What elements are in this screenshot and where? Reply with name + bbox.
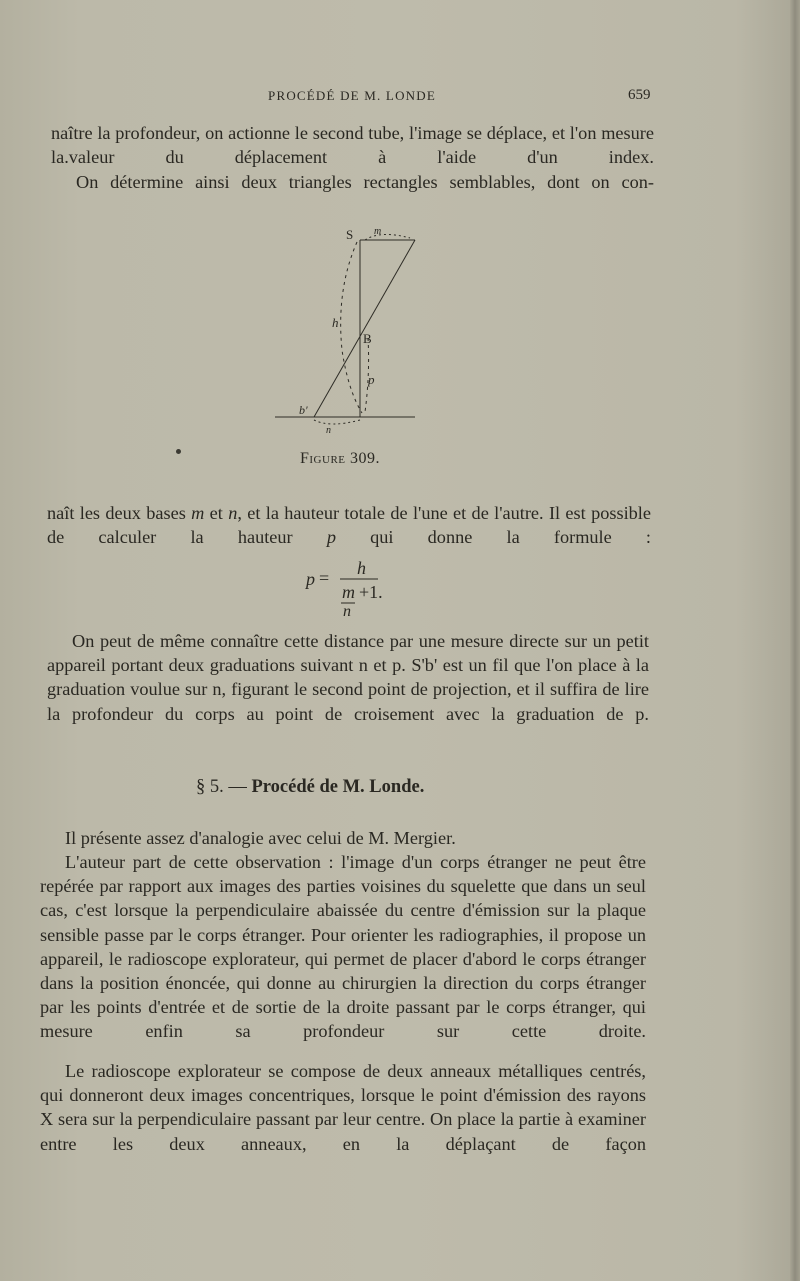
formula-den-m: m	[342, 582, 355, 602]
label-b-prime: b'	[299, 403, 308, 417]
paragraph-2-text: On détermine ainsi deux triangles rectangles semblables, dont on con-	[76, 172, 654, 192]
dashed-n-arc	[314, 420, 360, 424]
paragraph-3-part-c: , et la hauteur totale de l'une et de l'autre. Il est possible de calculer la hauteur	[47, 503, 651, 548]
var-m: m	[191, 503, 205, 523]
paragraph-3-part-d: qui donne la formule :	[335, 527, 652, 548]
page-edge	[790, 0, 800, 1281]
figure-309-diagram	[270, 220, 420, 435]
paragraph-6-text: L'auteur part de cette observation : l'image d'un corps étranger ne peut être repérée par rapport aux images des parties voisines du squelette que dans un seul cas, c'est lorsque la perpendiculaire abaissée du centre d'émission sur la plaque sensible passe par le corps étranger. Pour orienter les radiographies, il propose un appareil, le radioscope explorateur, qui permet de placer d'abord le corps étranger dans la position énoncée, qui donne au chirurgien la direction du corps étranger par les points d'entrée et de sortie de la droite passant par le corps étranger, qui mesure enfin sa profondeur sur cette droite.	[40, 852, 646, 1042]
paragraph-7-text: Le radioscope explorateur se compose de deux anneaux métalliques centrés, qui donneront deux images concentriques, lorsque le point d'émission des rayons X sera sur la perpendiculaire passant par leur centre. On place la partie à examiner entre les deux anneaux, en la déplaçant de façon	[40, 1061, 646, 1154]
formula-den-plus: +1.	[359, 582, 383, 602]
paragraph-4	[47, 629, 649, 726]
dashed-h-arc	[341, 242, 362, 413]
label-B: B	[363, 331, 372, 346]
figure-caption	[300, 450, 380, 468]
section-heading	[196, 777, 424, 798]
dashed-m-arc	[365, 234, 410, 240]
section-title: Procédé de M. Londe.	[251, 777, 425, 797]
paragraph-2	[51, 170, 654, 194]
formula-den-n: n	[343, 603, 351, 618]
paragraph-6	[40, 850, 646, 1044]
formula-equals: =	[319, 568, 330, 588]
section-number: § 5. —	[196, 777, 252, 797]
paragraph-3-part-b: et	[204, 503, 229, 523]
formula-numerator: h	[357, 558, 366, 578]
var-n: n	[228, 503, 238, 523]
var-p: p	[326, 527, 336, 548]
label-S: S	[346, 227, 354, 242]
formula	[300, 558, 410, 618]
paragraph-7	[40, 1059, 646, 1156]
paragraph-1-text: naître la profondeur, on actionne le second tube, l'image se déplace, et l'on mesure la.valeur du déplacement à l'aide d'un index.	[51, 123, 654, 168]
paragraph-3	[47, 501, 651, 549]
paragraph-3-part-a: naît les deux bases	[47, 503, 192, 523]
label-p: p	[368, 372, 375, 387]
page-number: 659	[628, 87, 651, 103]
paragraph-1	[51, 121, 654, 169]
label-n: n	[326, 425, 331, 435]
ink-spot	[176, 449, 181, 454]
caption-number: 309.	[350, 450, 381, 467]
oblique-line	[314, 240, 415, 417]
label-m: m	[374, 226, 382, 237]
paragraph-5-text: Il présente assez d'analogie avec celui de M. Mergier.	[65, 828, 456, 848]
formula-lhs: p	[306, 569, 315, 589]
label-h: h	[332, 315, 339, 330]
paragraph-4-text: On peut de même connaître cette distance par une mesure directe sur un petit appareil portant deux graduations suivant n et p. S'b' est un fil que l'on place à la graduation voulue sur n, figurant le second point de projection, et il suffira de lire la profondeur du corps au point de croisement avec la graduation de p.	[47, 631, 649, 724]
paragraph-5	[40, 826, 646, 850]
caption-word: Figure	[300, 450, 346, 467]
running-title: PROCÉDÉ DE M. LONDE	[268, 88, 436, 103]
